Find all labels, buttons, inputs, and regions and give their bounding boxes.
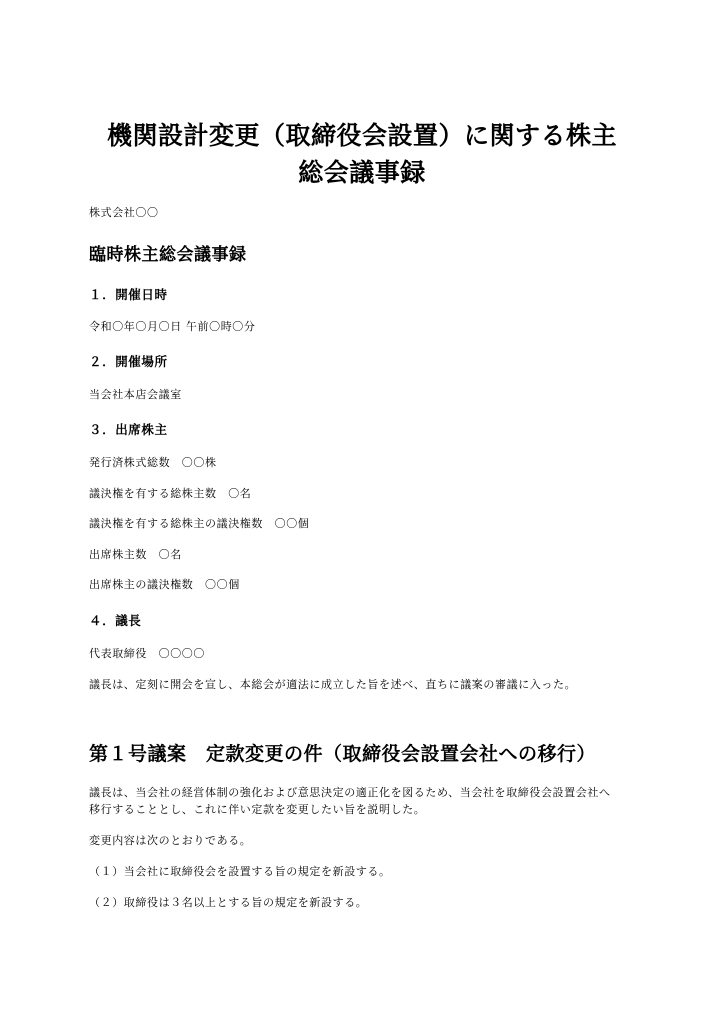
section4-heading: ４．議長 [89, 613, 142, 628]
agenda1-paragraph-line1: 議長は、当会社の経営体制の強化および意思決定の適正化を図るため、当会社を取締役会設置会社へ [89, 786, 611, 799]
meeting-heading: 臨時株主総会議事録 [89, 245, 247, 265]
change-intro: 変更内容は次のとおりである。 [89, 834, 252, 847]
section2-text: 当会社本店会議室 [89, 388, 182, 401]
section3-heading: ３．出席株主 [89, 422, 168, 437]
chair-name: 代表取締役 〇〇〇〇 [89, 647, 205, 660]
section4-text: 議長は、定刻に開会を宣し、本総会が適法に成立した旨を述べ、直ちに議案の審議に入った。 [89, 678, 577, 691]
change-item: （１）当会社に取締役会を設置する旨の規定を新設する。 [89, 865, 391, 878]
section1-text: 令和〇年〇月〇日 午前〇時〇分 [89, 320, 256, 333]
document-title-line1: 機関設計変更（取締役会設置）に関する株主 [106, 121, 617, 150]
change-item: （２）取締役は３名以上とする旨の規定を新設する。 [89, 896, 368, 909]
section1-heading: １．開催日時 [89, 287, 168, 302]
agenda1-paragraph-line2: 移行することとし、これに伴い定款を変更したい旨を説明した。 [89, 803, 426, 816]
section3-line: 議決権を有する総株主の議決権数 〇〇個 [89, 517, 310, 530]
section3-line: 出席株主の議決権数 〇〇個 [89, 578, 240, 591]
section3-line: 発行済株式総数 〇〇株 [89, 456, 217, 469]
section3-line: 出席株主数 〇名 [89, 548, 182, 561]
agenda1-heading: 第１号議案 定款変更の件（取締役会設置会社への移行） [89, 743, 597, 765]
section3-line: 議決権を有する総株主数 〇名 [89, 487, 252, 500]
company-name: 株式会社〇〇 [89, 206, 159, 219]
section2-heading: ２．開催場所 [89, 354, 168, 369]
document-title-line2: 総会議事録 [298, 158, 426, 187]
